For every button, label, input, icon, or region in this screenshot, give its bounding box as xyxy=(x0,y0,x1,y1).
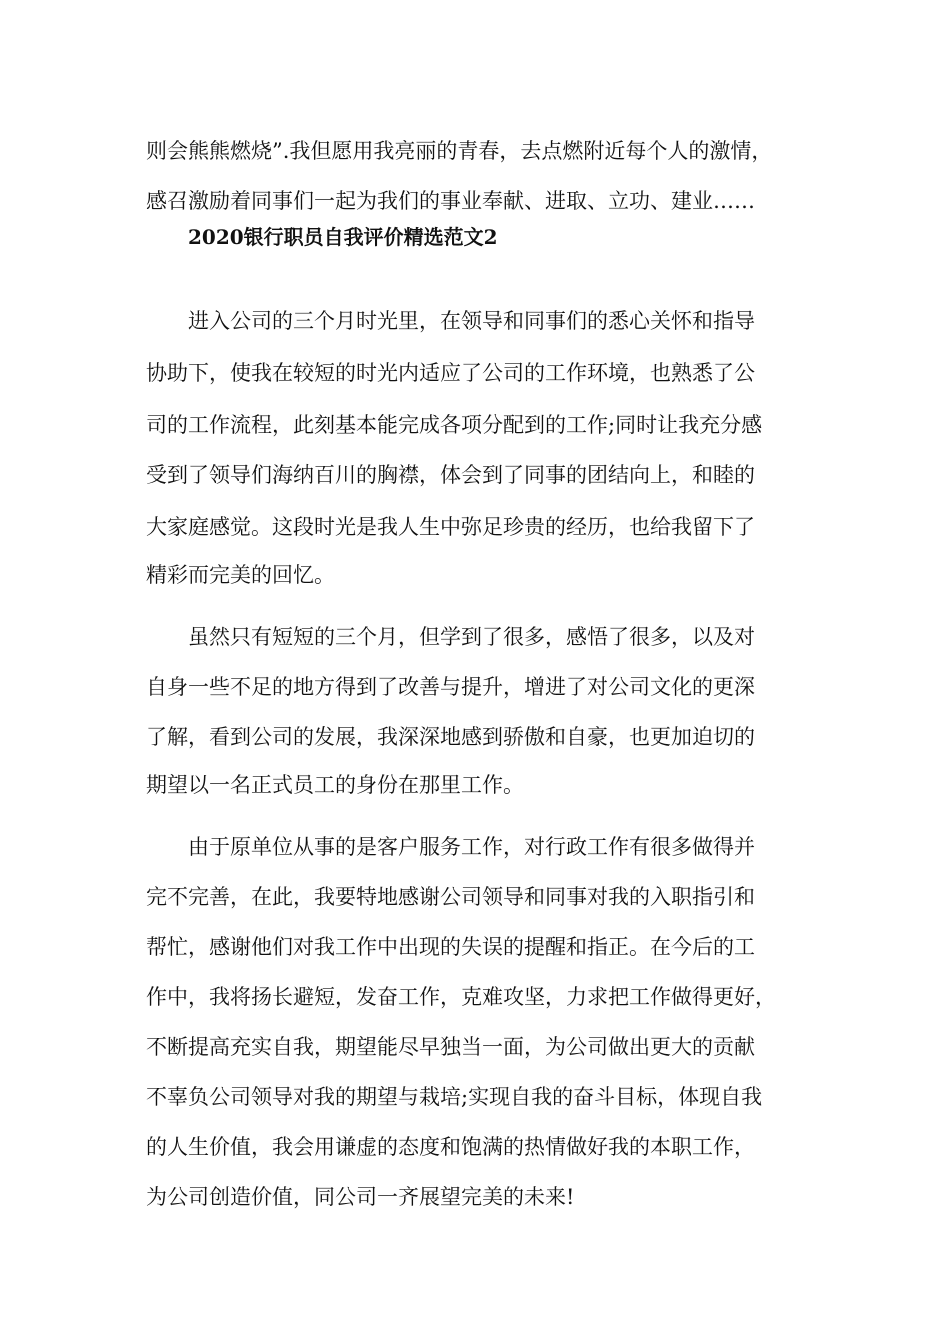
intro-line: 则会熊熊燃烧”.我但愿用我亮丽的青春，去点燃附近每个人的激情， xyxy=(146,139,773,163)
paragraph-line: 期望以一名正式员工的身份在那里工作。 xyxy=(146,773,524,797)
paragraph-line: 帮忙，感谢他们对我工作中出现的失误的提醒和指正。在今后的工 xyxy=(146,935,755,959)
paragraph-line: 作中，我将扬长避短，发奋工作，克难攻坚，力求把工作做得更好， xyxy=(146,985,776,1009)
paragraph-line: 大家庭感觉。这段时光是我人生中弥足珍贵的经历，也给我留下了 xyxy=(146,515,755,539)
paragraph-line: 不断提高充实自我，期望能尽早独当一面，为公司做出更大的贡献 xyxy=(146,1035,755,1059)
paragraph-line: 精彩而完美的回忆。 xyxy=(146,563,335,587)
paragraph-line: 完不完善，在此，我要特地感谢公司领导和同事对我的入职指引和 xyxy=(146,885,755,909)
paragraph-line: 自身一些不足的地方得到了改善与提升，增进了对公司文化的更深 xyxy=(146,675,755,699)
paragraph-line: 虽然只有短短的三个月，但学到了很多，感悟了很多，以及对 xyxy=(188,625,755,649)
section-title: 2020银行职员自我评价精选范文2 xyxy=(188,225,498,249)
paragraph-line: 由于原单位从事的是客户服务工作，对行政工作有很多做得并 xyxy=(188,835,755,859)
paragraph-line: 受到了领导们海纳百川的胸襟，体会到了同事的团结向上，和睦的 xyxy=(146,463,755,487)
paragraph-line: 司的工作流程，此刻基本能完成各项分配到的工作;同时让我充分感 xyxy=(146,413,763,437)
paragraph-line: 不辜负公司领导对我的期望与栽培;实现自我的奋斗目标，体现自我 xyxy=(146,1085,763,1109)
paragraph-line: 进入公司的三个月时光里，在领导和同事们的悉心关怀和指导 xyxy=(188,309,755,333)
paragraph-line: 的人生价值，我会用谦虚的态度和饱满的热情做好我的本职工作， xyxy=(146,1135,755,1159)
paragraph-line: 为公司创造价值，同公司一齐展望完美的未来! xyxy=(146,1185,575,1209)
intro-line: 感召激励着同事们一起为我们的事业奉献、进取、立功、建业…… xyxy=(146,189,755,213)
paragraph-line: 了解，看到公司的发展，我深深地感到骄傲和自豪，也更加迫切的 xyxy=(146,725,755,749)
paragraph-line: 协助下，使我在较短的时光内适应了公司的工作环境，也熟悉了公 xyxy=(146,361,755,385)
